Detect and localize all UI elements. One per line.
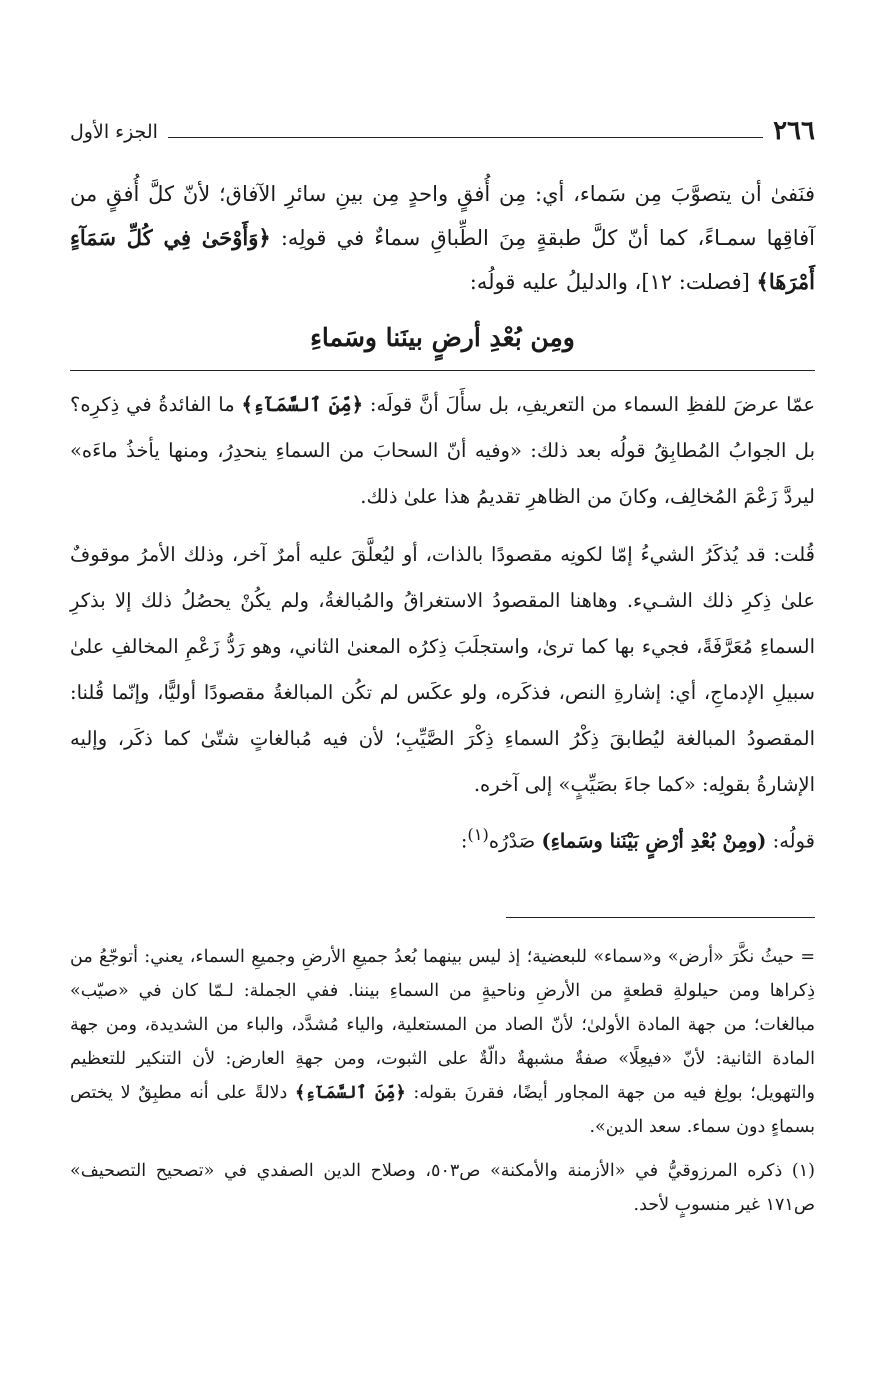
verse-heading: ومِن بُعْدِ أرضٍ بينَنا وسَماءِ: [310, 323, 575, 352]
footnote-1-number: (١): [791, 1161, 815, 1181]
footnote-1: [70, 1154, 815, 1222]
page-number: ٢٦٦: [773, 116, 815, 146]
footnote-continuation: [70, 940, 815, 1144]
continuation-mark: =: [800, 947, 815, 967]
paragraph-3-end: :: [460, 829, 468, 853]
quran-quote: ﴿مِّنَ ٱلسَّمَآءِ﴾: [294, 1083, 406, 1103]
top-text-part2: [فصلت: ١٢]، والدليلُ عليه قولُه:: [469, 270, 750, 294]
running-head: الجزء الأول: [70, 121, 158, 143]
header-rule: [168, 137, 763, 138]
quran-quote: ﴿وَأَوْحَىٰ فِي كُلِّ سَمَآءٍ أَمْرَهَا﴾: [70, 225, 815, 294]
footnote-1-text: ذكره المرزوقيُّ في «الأزمنة والأمكنة» ص٥٠٣، وصلاح الدين الصفدي في «تصحيح التصحيف» ص١٧١ غير منسوبٍ لأحد.: [70, 1161, 815, 1215]
quran-quote: ﴿مِّنَ ٱلسَّمَآءِ﴾: [241, 393, 364, 416]
paragraph-3-a: قولُه:: [772, 829, 815, 853]
paragraph-2: قُلت: قد يُذكَرُ الشيءُ إمّا لكونِه مقصودًا بالذات، أو ليُعلَّقَ عليه أمرٌ آخر، وذلك الأمرُ موقوفٌ علىٰ ذِكرِ ذلك الشـيء. وهاهنا المقصودُ الاستغراقُ والمُبالغةُ، ولم يكُنْ يحصُلُ ذلك إلا بذكرِ السماءِ مُعَرَّفَةً، فجيء بها كما ترىٰ، واستجلَبَ ذِكرُه المعنىٰ الثاني، وهو رَدُّ زَعْمِ المخالفِ علىٰ سبيلِ الإدماجِ، أي: إشارةِ النص، فذكَره، ولو عكَس لم تكُن المبالغةُ مقصودًا أوليًّا، وإنّما قُلنا: المقصودُ المبالغة ليُطابقَ ذِكْرُ السماءِ ذِكْرَ الصَّيِّبِ؛ لأن فيه مُبالغاتٍ شتّىٰ كما ذكَر، وإليه الإشارةُ بقولِه: «كما جاءَ بصَيِّبٍ» إلى آخره.: [70, 543, 815, 796]
paragraph-1-a: عمّا عرضَ للفظِ السماء من التعريفِ، بل سأَلَ أنَّ قولَه:: [369, 393, 816, 416]
paragraph-3: [70, 812, 815, 865]
top-text-block: [70, 172, 815, 304]
paragraph-1: [70, 382, 815, 520]
footnotes: [70, 940, 815, 1222]
top-text-part1: فنَفىٰ أن يتصوَّبَ مِن سَماء، أي: مِن أُفقٍ واحدٍ مِن بينِ سائرِ الآفاق؛ لأنّ كلَّ أُفقٍ من آفاقِها سمـاءً، كما أنّ كلَّ طبقةٍ مِنَ الطِّباقِ سماءٌ في قولِه:: [70, 182, 815, 250]
page-header: [70, 112, 815, 146]
commentary-text: [70, 382, 815, 865]
verse-quote: (ومِنْ بُعْدِ أرْضٍ بَيْنَنا وسَماءِ): [541, 829, 767, 853]
footnote-ref: (١): [467, 825, 489, 844]
continuation-text-a: حيثُ نكَّرَ «أرض» و«سماء» للبعضية؛ إذ ليس بينهما بُعدُ جميعِ الأرضِ وجميعِ السماء، يعني: أتوجّعُ من ذِكراها ومن حيلولةِ قطعةٍ من الأرضِ وناحيةٍ من السماءِ بيننا. ففي الجملة: لـمّا كان في «صيّب» مبالغات؛ من جهة المادة الأولىٰ؛ لأنّ الصاد من المستعلية، والياء مُشدَّد، والباء من الشديدة، ومن جهة المادة الثانية: لأنّ «فيعِلًا» صفةٌ مشبهةٌ دالّةٌ على الثبوت، ومن جهةِ العارض: لأن التنكير للتعظيم والتهويل؛ بولِغ فيه من جهة المجاور أيضًا، فقرنَ بقوله:: [70, 947, 815, 1103]
footnote-rule: [506, 917, 815, 918]
section-rule: [70, 370, 815, 371]
paragraph-1-b: ما الفائدةُ في ذِكرِه؟ بل الجوابُ المُطابِقُ قولُه بعد ذلك: «وفيه أنّ السحابَ من السماءِ ينحدِرُ، ومنها يأخذُ ماءَه» ليردَّ زَعْمَ المُخالِف، وكانَ من الظاهرِ تقديمُ هذا علىٰ ذلك.: [70, 393, 815, 508]
paragraph-3-b: صَدْرُه: [488, 829, 536, 853]
continuation-text-b: دلالةً على أنه مطبِقٌ لا يختص بسماءٍ دون سماء. سعد الدين».: [70, 1083, 815, 1137]
